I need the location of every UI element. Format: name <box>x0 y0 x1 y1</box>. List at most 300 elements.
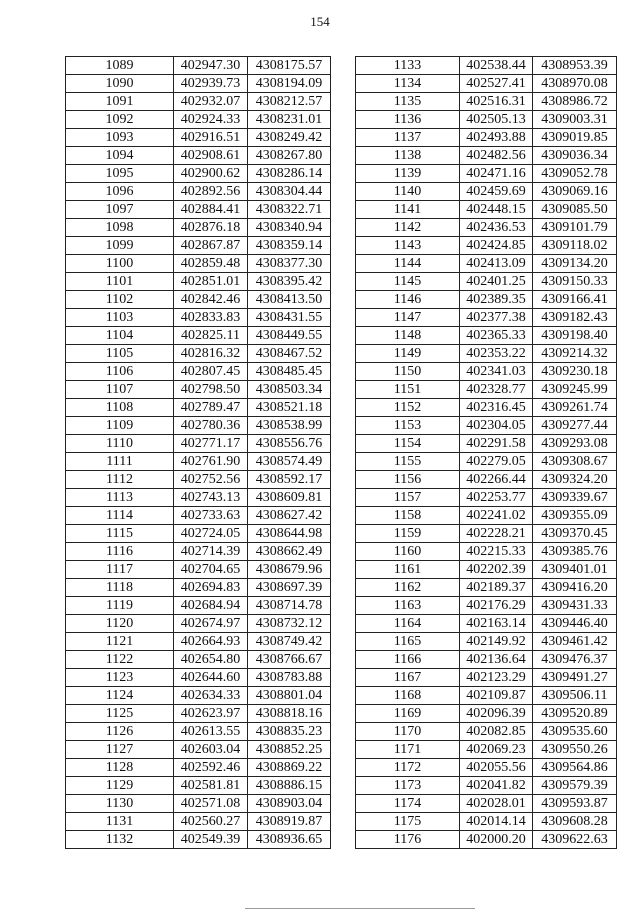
y-coordinate-cell: 4308359.14 <box>248 237 331 255</box>
table-row <box>356 57 617 75</box>
table-row <box>66 687 331 705</box>
x-coordinate-cell: 402136.64 <box>460 651 533 669</box>
y-coordinate-cell: 4309339.67 <box>533 489 617 507</box>
table-row <box>356 453 617 471</box>
table-row <box>66 489 331 507</box>
point-number-cell: 1093 <box>66 129 174 147</box>
point-number-cell: 1098 <box>66 219 174 237</box>
point-number-cell: 1175 <box>356 813 460 831</box>
footer-rule <box>245 908 475 909</box>
x-coordinate-cell: 402644.60 <box>174 669 248 687</box>
point-number-cell: 1105 <box>66 345 174 363</box>
x-coordinate-cell: 402851.01 <box>174 273 248 291</box>
y-coordinate-cell: 4308304.44 <box>248 183 331 201</box>
x-coordinate-cell: 402664.93 <box>174 633 248 651</box>
point-number-cell: 1168 <box>356 687 460 705</box>
table-row <box>356 363 617 381</box>
point-number-cell: 1171 <box>356 741 460 759</box>
y-coordinate-cell: 4308449.55 <box>248 327 331 345</box>
x-coordinate-cell: 402353.22 <box>460 345 533 363</box>
x-coordinate-cell: 402055.56 <box>460 759 533 777</box>
x-coordinate-cell: 402109.87 <box>460 687 533 705</box>
x-coordinate-cell: 402581.81 <box>174 777 248 795</box>
y-coordinate-cell: 4309101.79 <box>533 219 617 237</box>
table-row <box>356 309 617 327</box>
y-coordinate-cell: 4309431.33 <box>533 597 617 615</box>
point-number-cell: 1112 <box>66 471 174 489</box>
point-number-cell: 1128 <box>66 759 174 777</box>
y-coordinate-cell: 4308175.57 <box>248 57 331 75</box>
y-coordinate-cell: 4308801.04 <box>248 687 331 705</box>
point-number-cell: 1095 <box>66 165 174 183</box>
point-number-cell: 1173 <box>356 777 460 795</box>
point-number-cell: 1150 <box>356 363 460 381</box>
point-number-cell: 1142 <box>356 219 460 237</box>
x-coordinate-cell: 402493.88 <box>460 129 533 147</box>
x-coordinate-cell: 402908.61 <box>174 147 248 165</box>
table-row <box>66 399 331 417</box>
x-coordinate-cell: 402389.35 <box>460 291 533 309</box>
x-coordinate-cell: 402714.39 <box>174 543 248 561</box>
point-number-cell: 1113 <box>66 489 174 507</box>
x-coordinate-cell: 402761.90 <box>174 453 248 471</box>
y-coordinate-cell: 4308231.01 <box>248 111 331 129</box>
table-row <box>356 381 617 399</box>
point-number-cell: 1120 <box>66 615 174 633</box>
y-coordinate-cell: 4309593.87 <box>533 795 617 813</box>
y-coordinate-cell: 4308521.18 <box>248 399 331 417</box>
table-row <box>66 381 331 399</box>
y-coordinate-cell: 4308852.25 <box>248 741 331 759</box>
x-coordinate-cell: 402789.47 <box>174 399 248 417</box>
y-coordinate-cell: 4308714.78 <box>248 597 331 615</box>
x-coordinate-cell: 402459.69 <box>460 183 533 201</box>
y-coordinate-cell: 4309182.43 <box>533 309 617 327</box>
point-number-cell: 1147 <box>356 309 460 327</box>
y-coordinate-cell: 4308212.57 <box>248 93 331 111</box>
point-number-cell: 1154 <box>356 435 460 453</box>
point-number-cell: 1104 <box>66 327 174 345</box>
table-row <box>66 75 331 93</box>
point-number-cell: 1110 <box>66 435 174 453</box>
table-row <box>66 183 331 201</box>
y-coordinate-cell: 4308538.99 <box>248 417 331 435</box>
table-row <box>66 615 331 633</box>
table-row <box>66 507 331 525</box>
x-coordinate-cell: 402876.18 <box>174 219 248 237</box>
x-coordinate-cell: 402253.77 <box>460 489 533 507</box>
x-coordinate-cell: 402816.32 <box>174 345 248 363</box>
table-row <box>66 57 331 75</box>
point-number-cell: 1172 <box>356 759 460 777</box>
y-coordinate-cell: 4308869.22 <box>248 759 331 777</box>
y-coordinate-cell: 4309166.41 <box>533 291 617 309</box>
point-number-cell: 1146 <box>356 291 460 309</box>
x-coordinate-cell: 402448.15 <box>460 201 533 219</box>
table-body-left <box>66 57 331 849</box>
table-row <box>66 327 331 345</box>
x-coordinate-cell: 402377.38 <box>460 309 533 327</box>
table-row <box>356 75 617 93</box>
y-coordinate-cell: 4309261.74 <box>533 399 617 417</box>
point-number-cell: 1144 <box>356 255 460 273</box>
point-number-cell: 1158 <box>356 507 460 525</box>
x-coordinate-cell: 402176.29 <box>460 597 533 615</box>
x-coordinate-cell: 402228.21 <box>460 525 533 543</box>
y-coordinate-cell: 4308919.87 <box>248 813 331 831</box>
table-row <box>356 597 617 615</box>
coordinates-table-left <box>65 56 331 849</box>
table-row <box>66 579 331 597</box>
table-row <box>66 93 331 111</box>
x-coordinate-cell: 402704.65 <box>174 561 248 579</box>
x-coordinate-cell: 402613.55 <box>174 723 248 741</box>
x-coordinate-cell: 402733.63 <box>174 507 248 525</box>
table-row <box>66 273 331 291</box>
x-coordinate-cell: 402924.33 <box>174 111 248 129</box>
point-number-cell: 1121 <box>66 633 174 651</box>
table-row <box>356 147 617 165</box>
point-number-cell: 1145 <box>356 273 460 291</box>
point-number-cell: 1125 <box>66 705 174 723</box>
x-coordinate-cell: 402634.33 <box>174 687 248 705</box>
table-row <box>66 345 331 363</box>
y-coordinate-cell: 4308194.09 <box>248 75 331 93</box>
y-coordinate-cell: 4309564.86 <box>533 759 617 777</box>
point-number-cell: 1117 <box>66 561 174 579</box>
x-coordinate-cell: 402328.77 <box>460 381 533 399</box>
table-row <box>356 723 617 741</box>
point-number-cell: 1156 <box>356 471 460 489</box>
point-number-cell: 1155 <box>356 453 460 471</box>
x-coordinate-cell: 402189.37 <box>460 579 533 597</box>
y-coordinate-cell: 4308766.67 <box>248 651 331 669</box>
point-number-cell: 1143 <box>356 237 460 255</box>
table-row <box>66 453 331 471</box>
x-coordinate-cell: 402241.02 <box>460 507 533 525</box>
x-coordinate-cell: 402266.44 <box>460 471 533 489</box>
y-coordinate-cell: 4309370.45 <box>533 525 617 543</box>
y-coordinate-cell: 4309036.34 <box>533 147 617 165</box>
x-coordinate-cell: 402163.14 <box>460 615 533 633</box>
table-row <box>66 633 331 651</box>
point-number-cell: 1094 <box>66 147 174 165</box>
table-row <box>66 435 331 453</box>
table-row <box>356 471 617 489</box>
table-row <box>66 813 331 831</box>
x-coordinate-cell: 402932.07 <box>174 93 248 111</box>
x-coordinate-cell: 402000.20 <box>460 831 533 849</box>
point-number-cell: 1134 <box>356 75 460 93</box>
y-coordinate-cell: 4308953.39 <box>533 57 617 75</box>
table-row <box>66 723 331 741</box>
table-row <box>356 345 617 363</box>
y-coordinate-cell: 4309308.67 <box>533 453 617 471</box>
table-row <box>66 831 331 849</box>
x-coordinate-cell: 402684.94 <box>174 597 248 615</box>
point-number-cell: 1089 <box>66 57 174 75</box>
point-number-cell: 1152 <box>356 399 460 417</box>
y-coordinate-cell: 4308609.81 <box>248 489 331 507</box>
x-coordinate-cell: 402798.50 <box>174 381 248 399</box>
x-coordinate-cell: 402082.85 <box>460 723 533 741</box>
table-row <box>356 525 617 543</box>
point-number-cell: 1153 <box>356 417 460 435</box>
point-number-cell: 1114 <box>66 507 174 525</box>
table-row <box>356 111 617 129</box>
y-coordinate-cell: 4308286.14 <box>248 165 331 183</box>
y-coordinate-cell: 4309550.26 <box>533 741 617 759</box>
x-coordinate-cell: 402892.56 <box>174 183 248 201</box>
x-coordinate-cell: 402041.82 <box>460 777 533 795</box>
table-row <box>66 363 331 381</box>
table-row <box>356 579 617 597</box>
point-number-cell: 1096 <box>66 183 174 201</box>
table-row <box>356 741 617 759</box>
x-coordinate-cell: 402842.46 <box>174 291 248 309</box>
y-coordinate-cell: 4309535.60 <box>533 723 617 741</box>
x-coordinate-cell: 402149.92 <box>460 633 533 651</box>
x-coordinate-cell: 402291.58 <box>460 435 533 453</box>
x-coordinate-cell: 402365.33 <box>460 327 533 345</box>
point-number-cell: 1123 <box>66 669 174 687</box>
table-row <box>66 543 331 561</box>
table-row <box>356 129 617 147</box>
point-number-cell: 1141 <box>356 201 460 219</box>
point-number-cell: 1176 <box>356 831 460 849</box>
x-coordinate-cell: 402900.62 <box>174 165 248 183</box>
point-number-cell: 1116 <box>66 543 174 561</box>
y-coordinate-cell: 4308903.04 <box>248 795 331 813</box>
x-coordinate-cell: 402859.48 <box>174 255 248 273</box>
point-number-cell: 1161 <box>356 561 460 579</box>
y-coordinate-cell: 4308503.34 <box>248 381 331 399</box>
x-coordinate-cell: 402413.09 <box>460 255 533 273</box>
point-number-cell: 1092 <box>66 111 174 129</box>
point-number-cell: 1129 <box>66 777 174 795</box>
y-coordinate-cell: 4308936.65 <box>248 831 331 849</box>
x-coordinate-cell: 402549.39 <box>174 831 248 849</box>
x-coordinate-cell: 402341.03 <box>460 363 533 381</box>
y-coordinate-cell: 4308340.94 <box>248 219 331 237</box>
table-row <box>66 219 331 237</box>
y-coordinate-cell: 4309608.28 <box>533 813 617 831</box>
table-row <box>356 777 617 795</box>
y-coordinate-cell: 4308322.71 <box>248 201 331 219</box>
table-row <box>356 615 617 633</box>
y-coordinate-cell: 4309134.20 <box>533 255 617 273</box>
table-row <box>66 129 331 147</box>
point-number-cell: 1106 <box>66 363 174 381</box>
point-number-cell: 1108 <box>66 399 174 417</box>
table-row <box>66 471 331 489</box>
table-row <box>66 525 331 543</box>
table-row <box>356 705 617 723</box>
y-coordinate-cell: 4308662.49 <box>248 543 331 561</box>
coordinates-table-right <box>355 56 617 849</box>
point-number-cell: 1140 <box>356 183 460 201</box>
x-coordinate-cell: 402538.44 <box>460 57 533 75</box>
x-coordinate-cell: 402424.85 <box>460 237 533 255</box>
y-coordinate-cell: 4308697.39 <box>248 579 331 597</box>
table-row <box>66 165 331 183</box>
table-row <box>66 759 331 777</box>
y-coordinate-cell: 4309277.44 <box>533 417 617 435</box>
point-number-cell: 1160 <box>356 543 460 561</box>
y-coordinate-cell: 4309401.01 <box>533 561 617 579</box>
table-row <box>66 669 331 687</box>
x-coordinate-cell: 402316.45 <box>460 399 533 417</box>
table-body-right <box>356 57 617 849</box>
y-coordinate-cell: 4309019.85 <box>533 129 617 147</box>
page-number: 154 <box>310 14 330 29</box>
table-row <box>66 705 331 723</box>
y-coordinate-cell: 4309446.40 <box>533 615 617 633</box>
table-row <box>66 795 331 813</box>
x-coordinate-cell: 402771.17 <box>174 435 248 453</box>
table-row <box>356 237 617 255</box>
point-number-cell: 1163 <box>356 597 460 615</box>
table-row <box>356 183 617 201</box>
y-coordinate-cell: 4308249.42 <box>248 129 331 147</box>
x-coordinate-cell: 402947.30 <box>174 57 248 75</box>
x-coordinate-cell: 402752.56 <box>174 471 248 489</box>
x-coordinate-cell: 402867.87 <box>174 237 248 255</box>
point-number-cell: 1109 <box>66 417 174 435</box>
point-number-cell: 1118 <box>66 579 174 597</box>
point-number-cell: 1167 <box>356 669 460 687</box>
table-row <box>356 543 617 561</box>
table-row <box>356 219 617 237</box>
table-row <box>356 831 617 849</box>
y-coordinate-cell: 4309476.37 <box>533 651 617 669</box>
table-row <box>356 561 617 579</box>
point-number-cell: 1138 <box>356 147 460 165</box>
y-coordinate-cell: 4308835.23 <box>248 723 331 741</box>
table-row <box>356 795 617 813</box>
y-coordinate-cell: 4308886.15 <box>248 777 331 795</box>
table-row <box>66 597 331 615</box>
y-coordinate-cell: 4308986.72 <box>533 93 617 111</box>
table-row <box>66 417 331 435</box>
y-coordinate-cell: 4308574.49 <box>248 453 331 471</box>
table-row <box>356 813 617 831</box>
table-row <box>66 255 331 273</box>
x-coordinate-cell: 402279.05 <box>460 453 533 471</box>
table-row <box>356 687 617 705</box>
point-number-cell: 1164 <box>356 615 460 633</box>
y-coordinate-cell: 4309324.20 <box>533 471 617 489</box>
y-coordinate-cell: 4308377.30 <box>248 255 331 273</box>
y-coordinate-cell: 4309085.50 <box>533 201 617 219</box>
point-number-cell: 1159 <box>356 525 460 543</box>
table-row <box>66 309 331 327</box>
table-row <box>356 651 617 669</box>
table-row <box>356 435 617 453</box>
point-number-cell: 1101 <box>66 273 174 291</box>
x-coordinate-cell: 402014.14 <box>460 813 533 831</box>
point-number-cell: 1130 <box>66 795 174 813</box>
point-number-cell: 1136 <box>356 111 460 129</box>
point-number-cell: 1132 <box>66 831 174 849</box>
point-number-cell: 1169 <box>356 705 460 723</box>
point-number-cell: 1126 <box>66 723 174 741</box>
x-coordinate-cell: 402833.83 <box>174 309 248 327</box>
y-coordinate-cell: 4308395.42 <box>248 273 331 291</box>
y-coordinate-cell: 4308431.55 <box>248 309 331 327</box>
table-row <box>356 399 617 417</box>
y-coordinate-cell: 4308783.88 <box>248 669 331 687</box>
point-number-cell: 1165 <box>356 633 460 651</box>
point-number-cell: 1103 <box>66 309 174 327</box>
table-row <box>66 291 331 309</box>
table-row <box>66 111 331 129</box>
y-coordinate-cell: 4308485.45 <box>248 363 331 381</box>
x-coordinate-cell: 402471.16 <box>460 165 533 183</box>
y-coordinate-cell: 4308644.98 <box>248 525 331 543</box>
x-coordinate-cell: 402401.25 <box>460 273 533 291</box>
point-number-cell: 1097 <box>66 201 174 219</box>
x-coordinate-cell: 402654.80 <box>174 651 248 669</box>
x-coordinate-cell: 402884.41 <box>174 201 248 219</box>
x-coordinate-cell: 402069.23 <box>460 741 533 759</box>
point-number-cell: 1166 <box>356 651 460 669</box>
table-row <box>356 327 617 345</box>
point-number-cell: 1122 <box>66 651 174 669</box>
x-coordinate-cell: 402743.13 <box>174 489 248 507</box>
x-coordinate-cell: 402202.39 <box>460 561 533 579</box>
x-coordinate-cell: 402674.97 <box>174 615 248 633</box>
y-coordinate-cell: 4309579.39 <box>533 777 617 795</box>
x-coordinate-cell: 402780.36 <box>174 417 248 435</box>
y-coordinate-cell: 4309416.20 <box>533 579 617 597</box>
y-coordinate-cell: 4308556.76 <box>248 435 331 453</box>
y-coordinate-cell: 4308679.96 <box>248 561 331 579</box>
point-number-cell: 1157 <box>356 489 460 507</box>
point-number-cell: 1107 <box>66 381 174 399</box>
y-coordinate-cell: 4309520.89 <box>533 705 617 723</box>
y-coordinate-cell: 4309293.08 <box>533 435 617 453</box>
y-coordinate-cell: 4309230.18 <box>533 363 617 381</box>
y-coordinate-cell: 4308749.42 <box>248 633 331 651</box>
x-coordinate-cell: 402304.05 <box>460 417 533 435</box>
point-number-cell: 1124 <box>66 687 174 705</box>
x-coordinate-cell: 402560.27 <box>174 813 248 831</box>
table-row <box>66 237 331 255</box>
x-coordinate-cell: 402482.56 <box>460 147 533 165</box>
x-coordinate-cell: 402603.04 <box>174 741 248 759</box>
y-coordinate-cell: 4309198.40 <box>533 327 617 345</box>
point-number-cell: 1119 <box>66 597 174 615</box>
x-coordinate-cell: 402724.05 <box>174 525 248 543</box>
y-coordinate-cell: 4308818.16 <box>248 705 331 723</box>
point-number-cell: 1115 <box>66 525 174 543</box>
y-coordinate-cell: 4309355.09 <box>533 507 617 525</box>
table-row <box>356 489 617 507</box>
point-number-cell: 1102 <box>66 291 174 309</box>
y-coordinate-cell: 4308592.17 <box>248 471 331 489</box>
table-row <box>356 633 617 651</box>
table-row <box>66 741 331 759</box>
y-coordinate-cell: 4309150.33 <box>533 273 617 291</box>
point-number-cell: 1131 <box>66 813 174 831</box>
y-coordinate-cell: 4309245.99 <box>533 381 617 399</box>
y-coordinate-cell: 4308970.08 <box>533 75 617 93</box>
y-coordinate-cell: 4309069.16 <box>533 183 617 201</box>
table-row <box>356 255 617 273</box>
x-coordinate-cell: 402623.97 <box>174 705 248 723</box>
x-coordinate-cell: 402694.83 <box>174 579 248 597</box>
